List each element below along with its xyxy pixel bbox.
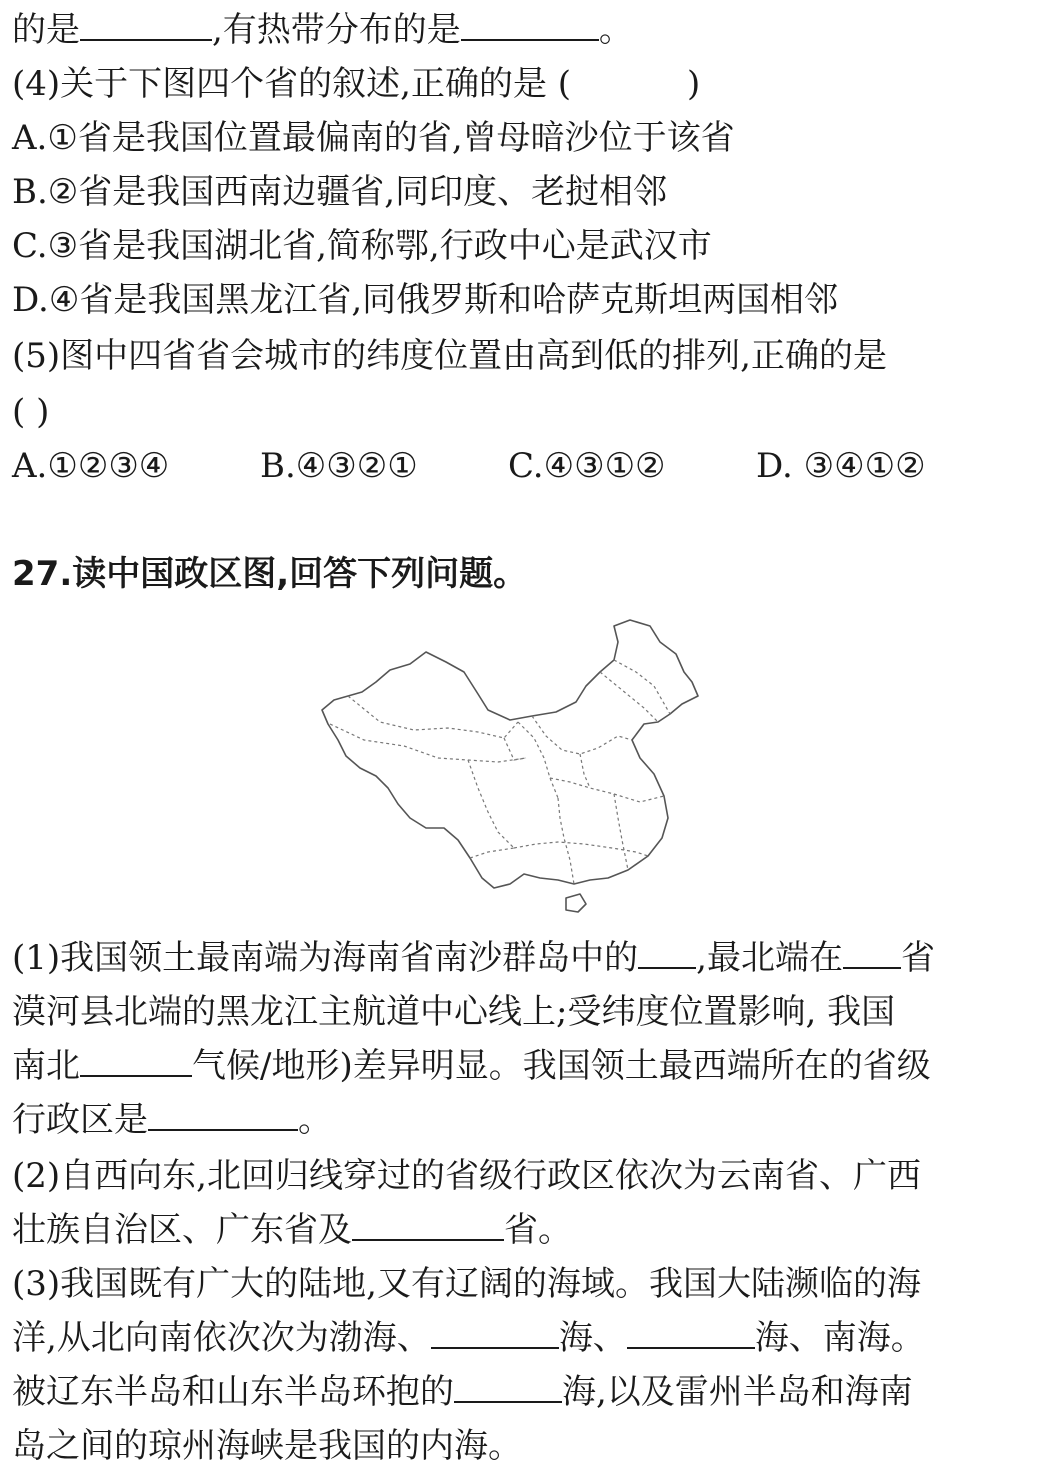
q27-part3-line4: 岛之间的琼州海峡是我国的内海。 xyxy=(12,1426,522,1466)
answer-blank[interactable] xyxy=(431,1317,559,1349)
question-4-option-b: B.②省是我国西南边疆省,同印度、老挝相邻 xyxy=(12,172,668,212)
answer-blank[interactable] xyxy=(843,937,901,969)
answer-blank[interactable] xyxy=(80,1045,192,1077)
question-5-option: A.①②③④ xyxy=(12,446,170,486)
answer-blank[interactable] xyxy=(461,9,599,41)
q27-part3-line3: 被辽东半岛和山东半岛环抱的 海,以及雷州半岛和海南 xyxy=(12,1372,913,1412)
question-27-heading: 27.读中国政区图,回答下列问题。 xyxy=(12,554,528,594)
answer-blank[interactable] xyxy=(454,1371,562,1403)
fill-line-climate xyxy=(12,8,633,52)
question-4-stem: (4)关于下图四个省的叙述,正确的是 ( ) xyxy=(12,64,701,104)
q27-part2-line2: 壮族自治区、广东省及 省。 xyxy=(12,1210,572,1250)
question-5-option: C.④③①② xyxy=(508,446,666,486)
question-5-option: B.④③②① xyxy=(260,446,418,486)
q27-part1-line2: 漠河县北端的黑龙江主航道中心线上;受纬度位置影响, 我国 xyxy=(12,992,896,1032)
answer-blank[interactable] xyxy=(80,9,212,41)
china-map-icon xyxy=(318,612,722,920)
question-5-options xyxy=(12,444,1022,488)
text: 的是 xyxy=(12,10,80,50)
q27-part1-line1: (1)我国领土最南端为海南省南沙群岛中的 ,最北端在 省 xyxy=(12,938,935,978)
q27-part3-line1: (3)我国既有广大的陆地,又有辽阔的海域。我国大陆濒临的海 xyxy=(12,1264,921,1304)
question-5-answer-paren[interactable]: ( ) xyxy=(12,392,50,432)
q27-part3-line2: 洋,从北向南依次次为渤海、 海、 海、南海。 xyxy=(12,1318,925,1358)
question-4-option-a: A.①省是我国位置最偏南的省,曾母暗沙位于该省 xyxy=(12,118,735,158)
text: 。 xyxy=(598,10,633,50)
question-4-option-d: D.④省是我国黑龙江省,同俄罗斯和哈萨克斯坦两国相邻 xyxy=(12,280,839,320)
question-5-stem: (5)图中四省省会城市的纬度位置由高到低的排列,正确的是 xyxy=(12,336,887,376)
text: ,有热带分布的是 xyxy=(212,10,461,50)
question-5-option: D. ③④①② xyxy=(756,446,926,486)
q27-part1-line4: 行政区是 。 xyxy=(12,1100,332,1140)
q27-part1-line3: 南北 气候/地形)差异明显。我国领土最西端所在的省级 xyxy=(12,1046,931,1086)
answer-blank[interactable] xyxy=(352,1209,504,1241)
question-4-option-c: C.③省是我国湖北省,简称鄂,行政中心是武汉市 xyxy=(12,226,712,266)
answer-blank[interactable] xyxy=(627,1317,755,1349)
q27-part2-line1: (2)自西向东,北回归线穿过的省级行政区依次为云南省、广西 xyxy=(12,1156,921,1196)
answer-blank[interactable] xyxy=(148,1099,298,1131)
answer-blank[interactable] xyxy=(638,937,696,969)
